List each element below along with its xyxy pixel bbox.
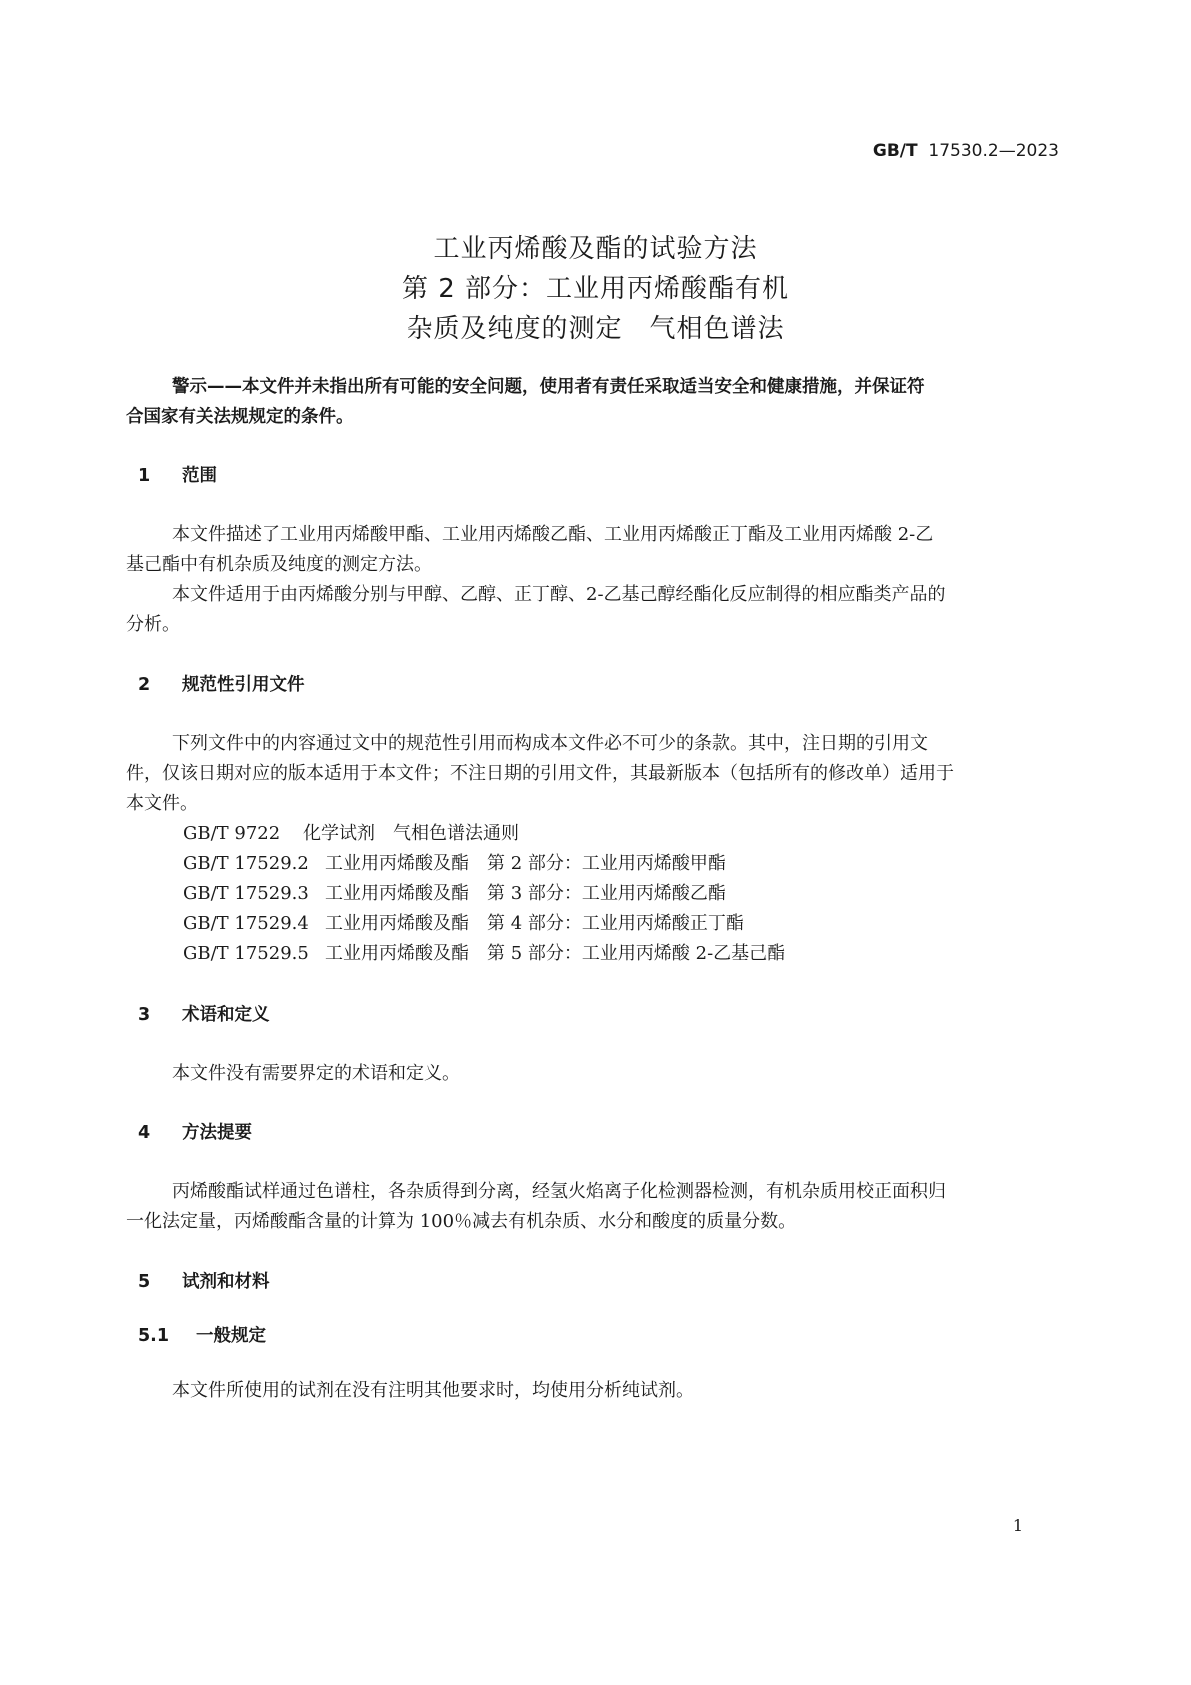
- section-1-paragraph-1-line-1: 本文件描述了工业用丙烯酸甲酯、工业用丙烯酸乙酯、工业用丙烯酸正丁酯及工业用丙烯酸 2-乙: [172, 524, 934, 545]
- section-4-paragraph-line-1: 丙烯酸酯试样通过色谱柱，各杂质得到分离，经氢火焰离子化检测器检测，有机杂质用校正面积归: [172, 1181, 946, 1202]
- section-2-heading: 2 规范性引用文件: [138, 675, 305, 695]
- section-4-heading: 4 方法提要: [138, 1123, 252, 1143]
- document-title-line-2: 第 2 部分：工业用丙烯酸酯有机: [401, 274, 790, 304]
- normative-reference: GB/T 9722 化学试剂 气相色谱法通则: [183, 823, 519, 844]
- section-2-paragraph-line-2: 件，仅该日期对应的版本适用于本文件；不注日期的引用文件，其最新版本（包括所有的修改单）适用于: [126, 763, 954, 784]
- section-4-paragraph-line-2: 一化法定量，丙烯酸酯含量的计算为 100％减去有机杂质、水分和酸度的质量分数。: [126, 1211, 797, 1232]
- section-3-paragraph: 本文件没有需要界定的术语和定义。: [172, 1063, 460, 1084]
- section-1-paragraph-1-line-2: 基己酯中有机杂质及纯度的测定方法。: [126, 554, 432, 575]
- normative-reference: GB/T 17529.5 工业用丙烯酸及酯 第 5 部分：工业用丙烯酸 2-乙基己酯: [183, 943, 786, 964]
- normative-reference: GB/T 17529.3 工业用丙烯酸及酯 第 3 部分：工业用丙烯酸乙酯: [183, 883, 726, 904]
- standard-number: GB/T 17530.2—2023: [872, 141, 1059, 161]
- section-1-paragraph-2-line-2: 分析。: [126, 614, 180, 635]
- section-2-paragraph-line-1: 下列文件中的内容通过文中的规范性引用而构成本文件必不可少的条款。其中，注日期的引用文: [172, 733, 928, 754]
- section-5-1-heading: 5.1 一般规定: [138, 1326, 266, 1346]
- section-1-paragraph-2-line-1: 本文件适用于由丙烯酸分别与甲醇、乙醇、正丁醇、2-乙基己醇经酯化反应制得的相应酯类产品的: [172, 584, 946, 605]
- warning-line-1: 警示——本文件并未指出所有可能的安全问题，使用者有责任采取适当安全和健康措施，并保证符: [172, 377, 925, 397]
- section-5-heading: 5 试剂和材料: [138, 1272, 270, 1292]
- section-5-1-paragraph: 本文件所使用的试剂在没有注明其他要求时，均使用分析纯试剂。: [172, 1380, 694, 1401]
- page-number: 1: [1012, 1516, 1023, 1535]
- normative-reference: GB/T 17529.4 工业用丙烯酸及酯 第 4 部分：工业用丙烯酸正丁酯: [183, 913, 744, 934]
- normative-reference: GB/T 17529.2 工业用丙烯酸及酯 第 2 部分：工业用丙烯酸甲酯: [183, 853, 726, 874]
- section-3-heading: 3 术语和定义: [138, 1005, 270, 1025]
- section-2-paragraph-line-3: 本文件。: [126, 793, 198, 814]
- document-title-line-1: 工业丙烯酸及酯的试验方法: [433, 234, 758, 264]
- document-title-line-3: 杂质及纯度的测定 气相色谱法: [406, 314, 785, 344]
- section-1-heading: 1 范围: [138, 466, 217, 486]
- warning-line-2: 合国家有关法规规定的条件。: [126, 407, 354, 427]
